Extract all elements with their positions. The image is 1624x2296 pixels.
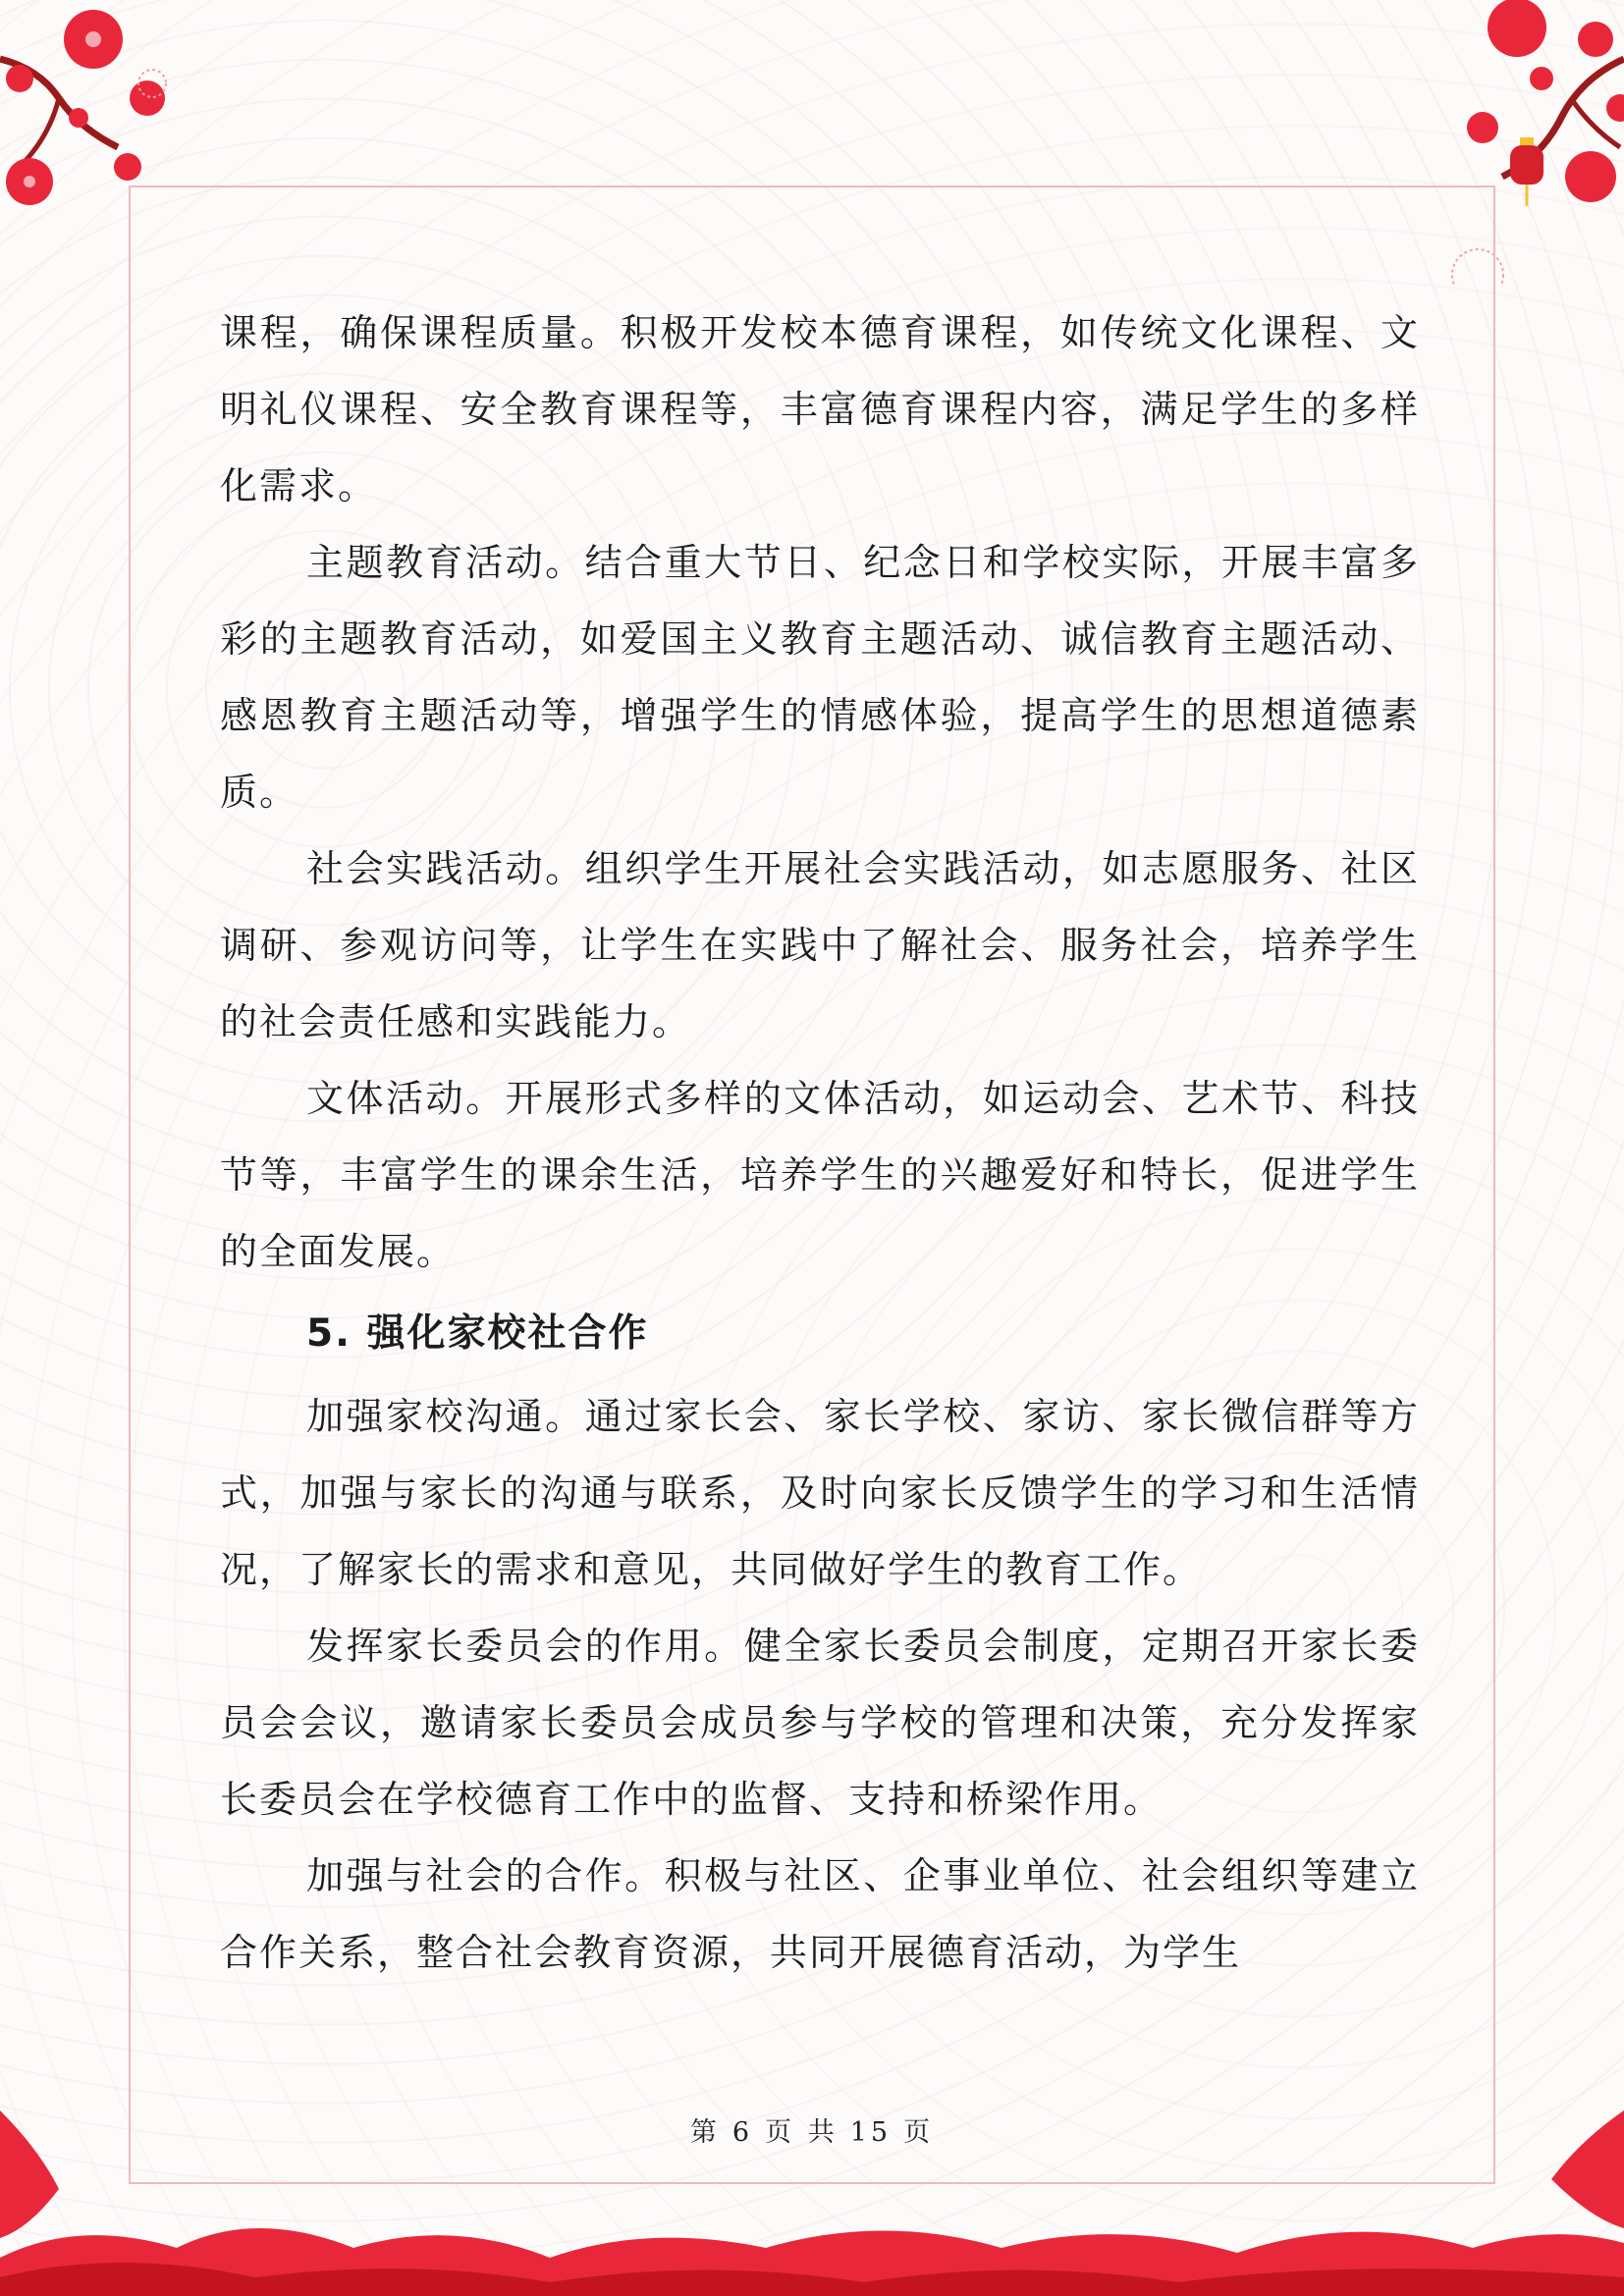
footer-middle: 页 共	[765, 2117, 839, 2148]
current-page-number: 6	[731, 2117, 754, 2148]
paragraph-theme-education: 主题教育活动。结合重大节日、纪念日和学校实际，开展丰富多彩的主题教育活动，如爱国主义教育主题活动、诚信教育主题活动、感恩教育主题活动等，增强学生的情感体验，提高学生的思想道德素质。	[220, 541, 1420, 814]
total-page-number: 15	[849, 2117, 893, 2148]
document-body	[220, 294, 1420, 1991]
paragraph-social-cooperation: 加强与社会的合作。积极与社区、企事业单位、社会组织等建立合作关系，整合社会教育资源，共同开展德育活动，为学生	[220, 1854, 1420, 1974]
footer-prefix: 第	[689, 2117, 721, 2148]
paragraph-social-practice: 社会实践活动。组织学生开展社会实践活动，如志愿服务、社区调研、参观访问等，让学生在实践中了解社会、服务社会，培养学生的社会责任感和实践能力。	[220, 847, 1420, 1043]
paragraph-sports-arts: 文体活动。开展形式多样的文体活动，如运动会、艺术节、科技节等，丰富学生的课余生活，培养学生的兴趣爱好和特长，促进学生的全面发展。	[220, 1077, 1420, 1273]
footer-suffix: 页	[903, 2117, 935, 2148]
plum-blossom-top-left-decoration	[0, 0, 187, 211]
paragraph-curriculum: 课程，确保课程质量。积极开发校本德育课程，如传统文化课程、文明礼仪课程、安全教育课程等，丰富德育课程内容，满足学生的多样化需求。	[220, 311, 1420, 507]
paragraph-home-school-communication: 加强家校沟通。通过家长会、家长学校、家访、家长微信群等方式，加强与家长的沟通与联系，及时向家长反馈学生的学习和生活情况，了解家长的需求和意见，共同做好学生的教育工作。	[220, 1395, 1420, 1591]
section-heading: 5. 强化家校社合作	[306, 1311, 649, 1356]
page-number-footer	[0, 2110, 1624, 2149]
paragraph-parent-committee: 发挥家长委员会的作用。健全家长委员会制度，定期召开家长委员会会议，邀请家长委员会成员参与学校的管理和决策，充分发挥家长委员会在学校德育工作中的监督、支持和桥梁作用。	[220, 1625, 1420, 1821]
